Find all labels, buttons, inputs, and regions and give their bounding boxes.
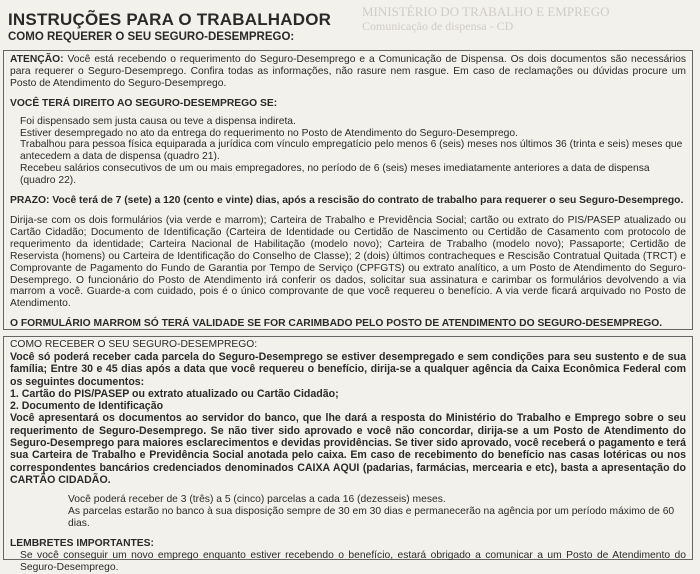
- watermark-line-1: MINISTÉRIO DO TRABALHO E EMPREGO: [362, 4, 610, 19]
- lembretes-heading: LEMBRETES IMPORTANTES:: [10, 537, 154, 549]
- page-header: [8, 10, 331, 43]
- validade-notice: O FORMULÁRIO MARROM SÓ TERÁ VALIDADE SE FOR CARIMBADO PELO POSTO DE ATENDIMENTO DO SEGURO-DESEMPREGO.: [10, 318, 663, 330]
- condition-item: Trabalhou para pessoa física equiparada a jurídica com vínculo empregatício pelo menos 6 (seis) meses nos últimos 36 (trinta e seis) meses que antecedem a data de dispensa (quadro 21).: [20, 139, 683, 163]
- condition-item: Foi dispensado sem justa causa ou teve a dispensa indireta.: [20, 115, 296, 127]
- lembretes-text: Se você conseguir um novo emprego enquanto estiver recebendo o benefício, estará obrigado a comunicar a um Posto de Atendimento do Seguro-Desemprego.: [20, 549, 686, 573]
- direito-heading: VOCÊ TERÁ DIREITO AO SEGURO-DESEMPREGO SE:: [10, 97, 278, 109]
- atencao-label: ATENÇÃO:: [10, 54, 64, 65]
- condition-item: Recebeu salários consecutivos de um ou mais empregadores, no período de 6 (seis) meses imediatamente anteriores a data de dispensa (quadro 22).: [20, 163, 650, 187]
- watermark: [362, 4, 692, 34]
- watermark-line-2: Comunicação de dispensa - CD: [362, 19, 514, 33]
- document-item-2: 2. Documento de Identificação: [10, 400, 164, 413]
- receber-body: Você apresentará os documentos ao servidor do banco, que lhe dará a resposta do Ministério do Trabalho e Emprego sobre o seu requerimento de Seguro-Desemprego. Se não tiver sido aprovado e você não concordar, dirija-se a um Posto de Atendimento do Seguro-Desemprego para maiores esclarecimentos e devidas providências. Se tiver sido aprovado, você receberá o pagamento e terá sua Carteira de Trabalho e Previdência Social anotada pelo caixa. Em caso de recebimento do benefício nas casas lotéricas ou nos correspondentes bancários credenciados denominados CAIXA AQUI (padarias, farmácias, mercearia e etc), basta a apresentação do CARTÃO CIDADÃO.: [10, 412, 686, 486]
- parcelas-line-1: Você poderá receber de 3 (três) a 5 (cinco) parcelas a cada 16 (dezesseis) meses.: [68, 494, 446, 506]
- instrucoes-paragraph: Dirija-se com os dois formulários (via verde e marrom); Carteira de Trabalho e Previdência Social; cartão ou extrato do PIS/PASEP atualizado ou Cartão Cidadão; Documento de Identificação (Carteira de Identidade ou Certidão de Nascimento ou Certidão de Casamento com protocolo de requerimento da identidade; Carteira Nacional de Habilitação (modelo novo); Carteira de Trabalho (modelo novo); Passaporte; Certidão de Reservista (homens) ou Carteira de Identificação do Conselho de Classe); 2 (dois) últimos contracheques e Rescisão Contratual Quitada (TRCT) e Comprovante de Pagamento do Fundo de Garantia por Tempo de Serviço (CPFGTS) ou extrato analítico, a um Posto de Atendimento do Seguro-Desemprego. O funcionário do Posto de Atendimento irá conferir os dados, solicitar sua assinatura e carimbar os formulários devolvendo a via marrom a você. Guarde-a com cuidado, pois é o único comprovante de que você requereu o benefício. A via verde ficará arquivado no Posto de Atendimento.: [10, 214, 686, 310]
- page-title: INSTRUÇÕES PARA O TRABALHADOR: [8, 10, 332, 29]
- atencao-paragraph: [10, 54, 686, 90]
- section-receber: [3, 336, 693, 573]
- parcelas-line-2: As parcelas estarão no banco à sua disposição sempre de 30 em 30 dias e permanecerão na agência por um período máximo de 60 dias.: [68, 506, 675, 529]
- receber-intro: Você só poderá receber cada parcela do Seguro-Desemprego se estiver desempregado e sem condições para seu sustento e de sua família; Entre 30 e 45 dias após a data que você requereu o benefício, dirija-se a qualquer agência da Caixa Econômica Federal com os seguintes documentos:: [10, 350, 686, 388]
- conditions-list: [10, 116, 686, 187]
- page-subtitle: COMO REQUERER O SEU SEGURO-DESEMPREGO:: [8, 31, 295, 43]
- atencao-text: Você está recebendo o requerimento do Seguro-Desemprego e a Comunicação de Dispensa. Os dois documentos são necessários para requerer o Seguro-Desemprego. Confira todas as informações, não rasure nem rasgue. Em caso de reclamações ou dúvidas procure um Posto de Atendimento do Seguro-Desemprego.: [10, 54, 686, 89]
- document-item-1: 1. Cartão do PIS/PASEP ou extrato atualizado ou Cartão Cidadão;: [10, 387, 339, 400]
- receber-heading: COMO RECEBER O SEU SEGURO-DESEMPREGO:: [10, 339, 258, 350]
- prazo-paragraph: PRAZO: Você terá de 7 (sete) a 120 (cento e vinte) dias, após a rescisão do contrato de trabalho para requerer o seu Seguro-Desemprego.: [10, 195, 684, 207]
- section-requerer: [3, 50, 693, 330]
- condition-item: Estiver desempregado no ato da entrega do requerimento no Posto de Atendimento do Seguro-Desemprego.: [20, 127, 519, 139]
